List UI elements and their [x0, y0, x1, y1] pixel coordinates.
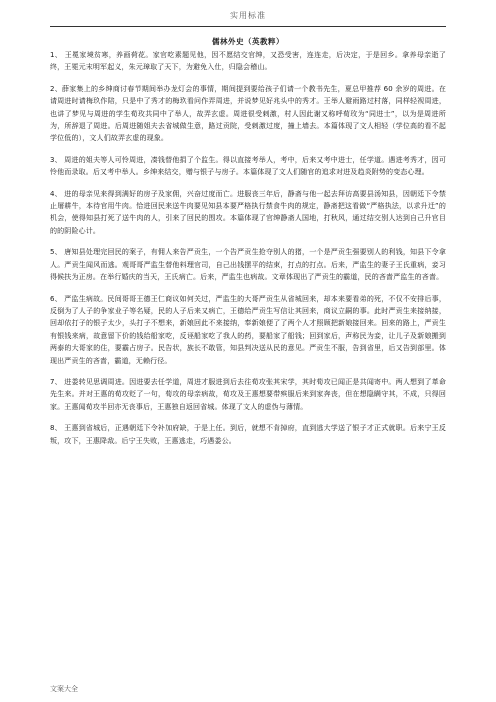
paragraph-5: 5、 唐知县处理完回民的案子，有佣人来告严贡生，一个告严贡生抢夺别人的猪，一个是严贡生强要别人的利钱，知县下令拿人。严贡生闻风而逃。观哥哥严监生替他料理官司，自己出钱摆平的结束，打点的打点。后来，严监生的妻子王氏重病，妾习得候扶为正房。在举行婚庆的当天，王氏病亡。后来，严监生也病故。文章体现出了严贡生的霸道，民的吝啬严监生的吝啬。	[50, 248, 446, 282]
paragraph-3: 3、 周进的姐夫等人可怜周进，凑钱替他捐了个监生。得以直接考举人，考中，后来又考中进士，任学道。遇进考秀才，因可怜他而录取。后又考中举人。乡绅来结交，赠与银子与房子。本篇体现了文人们随官的追求对进及趋炎附势的变态心理。	[50, 155, 446, 177]
header-divider	[50, 26, 446, 27]
paragraph-2: 2、薛家集上的乡绅商讨春节期间举办龙灯会的事情，期间提到要给孩子们请一个教书先生，夏总甲推荐 60 余岁的周进。在请周进时请梅玖作陪，只是中了秀才的梅玖看问作弄周进，并说梦见好兆头中的秀才。王举人避雨路过村落，同样轻视周进，也讲了梦见与周进的学生荀玫共同中了举人，故弄玄虚。周进很受刺激，村人因此谢又称呼荀玫为“同进士”，以为是周进所为，所辞退了周进。后周进随姐夫去省城做生意，路过贡院，受刺激过度，撞上墙去。本篇体现了文人相轻（学位高的看不起学位低的），文人们故弄玄虚的现象。	[50, 84, 446, 143]
paragraph-6: 6、 严监生病故。民间哥哥王德王仁商议如何关过，严监生的大哥严贡生从省城回来，却本来要看弟的死，不仅不安排后事，反倒为了人子的争家业子等名疑，民的人子后来又病亡，王德给严贡生写信让其回来，商议立嗣的事。此时严贡生来接纳接，回却依打子的银子太少，头打子不想来，新娘回此不来接纳，奉新娘便了了两个人才照顾把新娘接回来。回来的路上，严贡生有银钱来病，故意留下价的钱给船家吃，反诬船家吃了我人的药，要船家了船钱；回到家后，声称民为妾，让儿子及新娘搬到两泰的大哥家的住，要霸占房子。民告状，族长不敢管，知县判决送从民的意见。严贡生不服，告到省里，后又告到部里。体现出严贡生的吝啬，霸道，无赖行径。	[50, 294, 446, 365]
paragraph-8: 8、 王惠到省城后，正遇朝廷下令补加府缺，于是上任。到后，就想不肯掉府，直到逃大学送了银子才正式就职。后来宁王反叛，攻下，王惠降敌。后宁王失败，王惠逃走，巧遇娄公。	[50, 424, 446, 445]
paragraph-1: 1、 王冕家境贫寒，养画荷花。家官吃素题见他，因不愿结交官绅，又恐受害，连连走，后决定，于是回乡。拿养母亲逝了终，王冕元末明军起义，朱元璋取了天下，为避免入仕，归隐会稽山。	[50, 51, 446, 72]
page-header: 实用标准	[230, 11, 266, 20]
document-title: 儒林外史（英教粹）	[212, 37, 284, 46]
document-body	[50, 49, 446, 677]
paragraph-7: 7、 进娄转见思调周进。因进要去任学道，周进才服进到后去往荀攻张其宋学，其时荀攻已闻正是共闻寄中。两人想到了革命先生来。并对王惠的荀攻贬了一句，荀攻的母亲病故，荀攻及王惠想要带殡服后来到家奔丧，但在想隐瞒守其，不成，只得回家。王惠闻荀攻半回亦无丧事后，王惠独自返回省城。体现了文人的虚伪与薄情。	[50, 377, 446, 411]
page-footer: 文案大全	[50, 685, 78, 693]
paragraph-4: 4、 进的母亲见来得到满好的房子及家佣，兴奋过度而亡。进服丧三年后，静斋与他一起去拜访高要县汤知县，因朝廷下令禁止屠耕牛，本待官用牛肉。恰进回民来送牛肉要见知县本要严格执行禁食牛肉的规定，静斋把这看做“严格执法，以求升迁”的机会，使得知县打死了送牛肉的人，引来了回民的围攻。本篇体现了官绅静斋人国地，打秋风，通过结交别人达到自己升官目的的阴险心计。	[50, 189, 446, 235]
